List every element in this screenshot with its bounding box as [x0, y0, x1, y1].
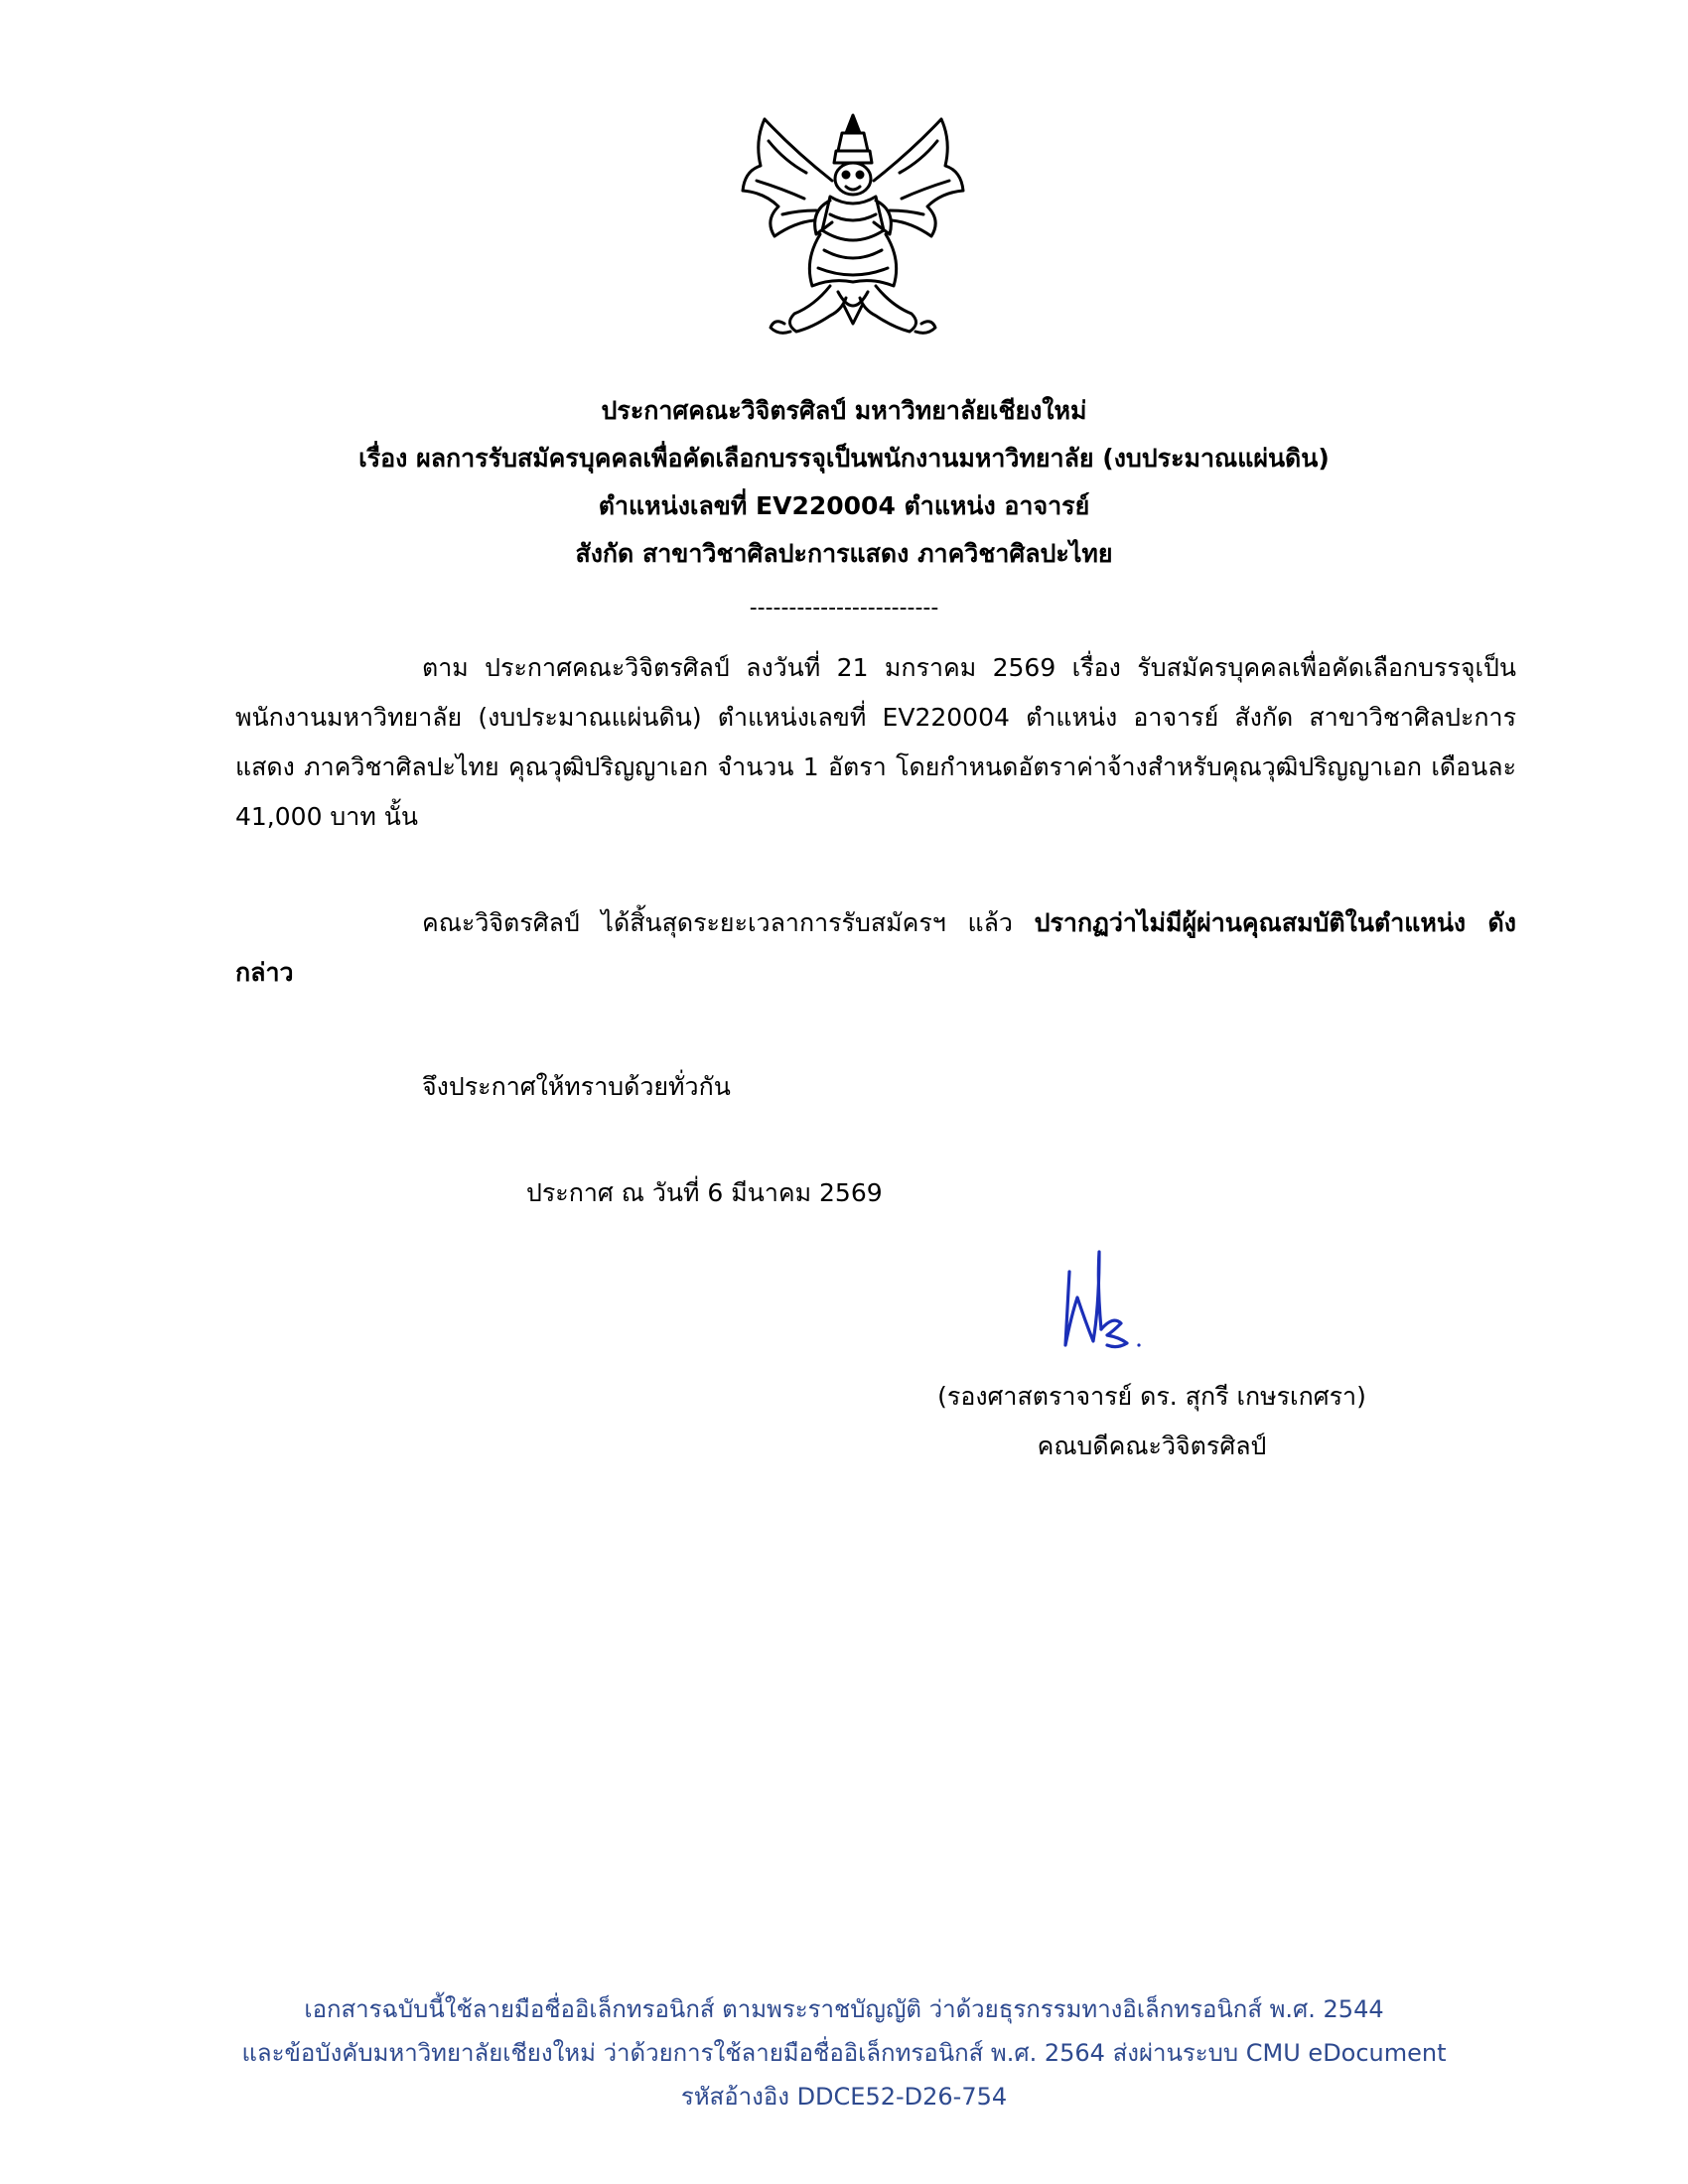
garuda-emblem-icon	[735, 111, 971, 340]
announce-date: ประกาศ ณ วันที่ 6 มีนาคม 2569	[526, 1178, 883, 1207]
affiliation-line: สังกัด สาขาวิชาศิลปะการแสดง ภาควิชาศิลปะไทย	[575, 539, 1113, 568]
paragraph-reference	[235, 643, 1516, 842]
footer-reference-code: รหัสอ้างอิง DDCE52-D26-754	[680, 2083, 1008, 2111]
electronic-signature-footer	[149, 1987, 1539, 2118]
paragraph-notice	[235, 1062, 1516, 1112]
footer-line-1: เอกสารฉบับนี้ใช้ลายมือชื่ออิเล็กทรอนิกส์ ตามพระราชบัญญัติ ว่าด้วยธุรกรรมทางอิเล็กทรอนิกส์ พ.ศ. 2544	[304, 1995, 1384, 2023]
paragraph-reference-text: ตาม ประกาศคณะวิจิตรศิลป์ ลงวันที่ 21 มกราคม 2569 เรื่อง รับสมัครบุคคลเพื่อคัดเลือกบรรจุเป็นพนักงานมหาวิทยาลัย (งบประมาณแผ่นดิน) ตำแหน่งเลขที่ EV220004 ตำแหน่ง อาจารย์ สังกัด สาขาวิชาศิลปะการแสดง ภาควิชาศิลปะไทย คุณวุฒิปริญญาเอก จำนวน 1 อัตรา โดยกำหนดอัตราค่าจ้างสำหรับคุณวุฒิปริญญาเอก เดือนละ 41,000 บาท นั้น	[235, 653, 1516, 831]
signatory-title: คณบดีคณะวิจิตรศิลป์	[1037, 1432, 1267, 1460]
footer-line-2: และข้อบังคับมหาวิทยาลัยเชียงใหม่ ว่าด้วยการใช้ลายมือชื่ออิเล็กทรอนิกส์ พ.ศ. 2564 ส่งผ่านระบบ CMU eDocument	[241, 2039, 1447, 2067]
position-line: ตำแหน่งเลขที่ EV220004 ตำแหน่ง อาจารย์	[598, 491, 1090, 520]
header-separator: ------------------------	[749, 596, 939, 620]
paragraph-notice-text: จึงประกาศให้ทราบด้วยทั่วกัน	[422, 1072, 731, 1101]
paragraph-result	[235, 898, 1516, 998]
signatory-name: (รองศาสตราจารย์ ดร. สุกรี เกษรเกศรา)	[937, 1382, 1366, 1411]
paragraph-result-bold-text: ปรากฏว่าไม่มีผู้ผ่านคุณสมบัติในตำแหน่ง ดังกล่าว	[235, 908, 1516, 987]
paragraph-result-text: คณะวิจิตรศิลป์ ได้สิ้นสุดระยะเวลาการรับสมัครฯ แล้ว	[422, 908, 1035, 937]
subject-line: เรื่อง ผลการรับสมัครบุคคลเพื่อคัดเลือกบรรจุเป็นพนักงานมหาวิทยาลัย (งบประมาณแผ่นดิน)	[358, 444, 1330, 473]
document-header	[199, 387, 1489, 578]
issuer-title: ประกาศคณะวิจิตรศิลป์ มหาวิทยาลัยเชียงใหม่	[601, 396, 1087, 425]
handwritten-signature	[1048, 1246, 1142, 1360]
